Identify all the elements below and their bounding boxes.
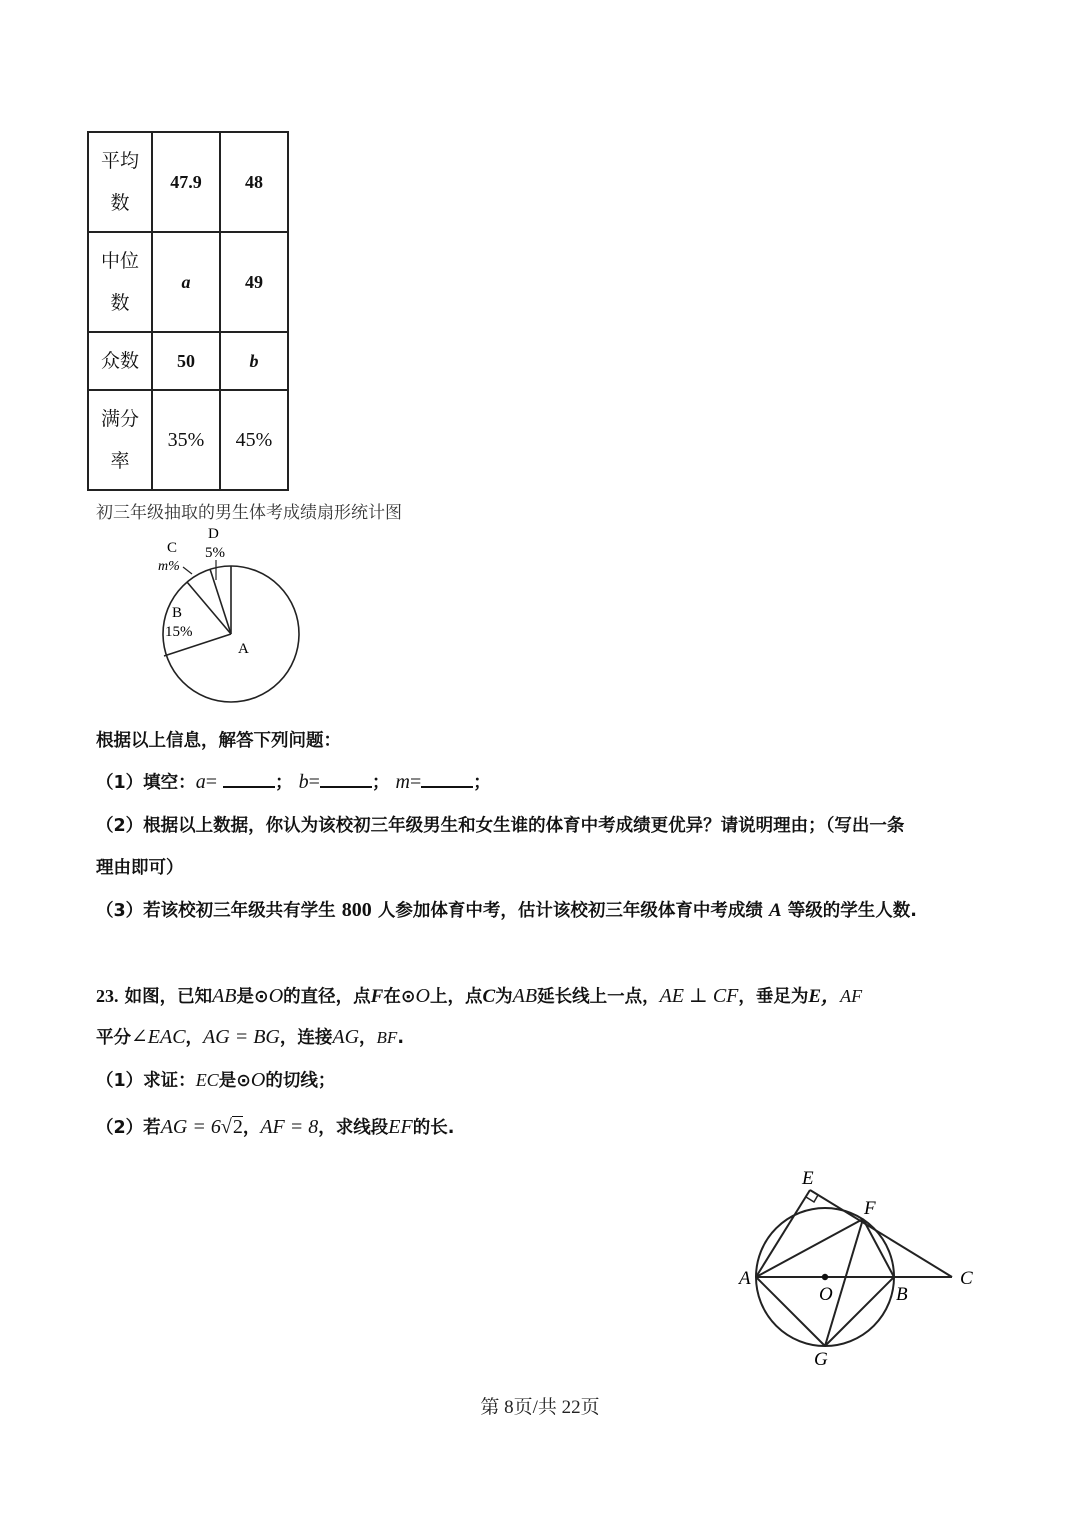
math-af-eq: AF = 8 — [260, 1116, 319, 1138]
pie-label-pointer — [183, 567, 192, 574]
q3-text: 等级的学生人数. — [787, 901, 917, 921]
pie-label-b: B — [172, 605, 183, 621]
q1-var-b: b — [298, 771, 309, 793]
answer-blank[interactable] — [320, 770, 372, 788]
text-run: 是⊙ — [218, 1071, 251, 1091]
pie-label-c-pct: m% — [158, 559, 180, 574]
text-run: ， — [359, 1028, 377, 1048]
text-run: ，连接 — [279, 1028, 333, 1048]
question-2-line-1: （2）根据以上数据，你认为该校初三年级男生和女生谁的体育中考成绩更优异？请说明理由；（写出一条 — [96, 816, 905, 836]
math-f: F — [370, 986, 384, 1007]
math-bf: BF — [376, 1028, 398, 1047]
table-row — [88, 390, 288, 490]
row-label-line: 平均 — [100, 150, 139, 172]
math-ab: AB — [512, 985, 538, 1007]
text-run: 的长. — [412, 1118, 455, 1138]
math-ec: EC — [195, 1070, 219, 1090]
pie-label-a: A — [238, 641, 249, 657]
pie-slice-line — [210, 569, 231, 634]
row-label-line: 中位 — [100, 250, 139, 272]
row-label-full-score-rate — [88, 390, 152, 490]
table-cell: a — [152, 232, 220, 332]
geometry-figure — [730, 1160, 990, 1370]
answer-blank[interactable] — [223, 770, 275, 788]
text-run: （1）求证： — [96, 1071, 196, 1091]
text-run: 平分 — [96, 1028, 131, 1048]
table-row — [88, 132, 288, 232]
table-row — [88, 232, 288, 332]
math-e: E， — [808, 986, 841, 1007]
row-label-line: 率 — [110, 450, 130, 472]
separator: ； — [473, 773, 491, 793]
row-label-line: 满分 — [100, 408, 139, 430]
point-label-b: B — [896, 1284, 908, 1305]
text-run: 是⊙ — [236, 987, 269, 1007]
table-cell: 48 — [220, 132, 288, 232]
text-run: 的直径，点 — [283, 987, 371, 1007]
text-run: 上，点 — [429, 987, 483, 1007]
question-3 — [96, 897, 917, 922]
point-label-f: F — [864, 1198, 876, 1219]
text-run: 延长线上一点， — [537, 987, 660, 1007]
math-ab: AB — [212, 985, 237, 1007]
line-fb — [863, 1219, 894, 1277]
text-run: 在⊙ — [383, 987, 416, 1007]
point-label-o: O — [819, 1284, 833, 1305]
pie-label-c: C — [167, 540, 178, 556]
q1-prefix: （1）填空： — [96, 773, 196, 793]
question-2-line-2: 理由即可） — [96, 858, 184, 878]
separator: ； — [275, 773, 293, 793]
text-run: ， — [242, 1118, 261, 1138]
question-1 — [96, 769, 491, 794]
pie-label-b-pct: 15% — [165, 624, 193, 640]
center-point — [822, 1274, 828, 1280]
text-run: ，求线段 — [318, 1118, 389, 1138]
problem-number: 23. — [96, 986, 119, 1006]
text-run: ，垂足为 — [738, 987, 809, 1007]
sqrt-sign: √ — [220, 1116, 232, 1138]
math-af: AF — [840, 986, 863, 1006]
math-ag-bg: AG = BG — [203, 1026, 280, 1048]
point-label-e: E — [802, 1168, 814, 1189]
pie-label-d: D — [208, 526, 219, 542]
text-run: 如图，已知 — [124, 987, 213, 1007]
q1-var-a: a — [195, 771, 206, 793]
math-o: O — [268, 985, 284, 1007]
equals-sign: = — [308, 771, 320, 793]
math-ef: EF — [388, 1116, 413, 1138]
answer-blank[interactable] — [421, 770, 473, 788]
equals-sign: = — [205, 771, 217, 793]
table-cell: 35% — [152, 390, 220, 490]
text-run: . — [397, 1028, 404, 1048]
math-angle: ∠EAC — [131, 1026, 186, 1048]
row-label-mean — [88, 132, 152, 232]
math-o: O — [415, 985, 430, 1007]
q1-var-m: m — [395, 771, 410, 793]
problem-23-line-2 — [96, 1024, 404, 1049]
math-o: O — [250, 1069, 266, 1091]
pie-chart-caption: 初三年级抽取的男生体考成绩扇形统计图 — [96, 503, 402, 523]
table-cell: 45% — [220, 390, 288, 490]
row-label-line: 数 — [110, 292, 130, 314]
problem-23-part-2 — [96, 1114, 454, 1139]
q3-text: 人参加体育中考，估计该校初三年级体育中考成绩 — [377, 901, 763, 921]
row-label-line: 数 — [110, 192, 130, 214]
questions-intro: 根据以上信息，解答下列问题： — [96, 731, 341, 751]
math-perp: AE ⊥ CF — [659, 985, 739, 1007]
math-ag: AG — [332, 1026, 360, 1048]
text-run: ， — [185, 1028, 204, 1048]
text-run: 为 — [495, 987, 513, 1007]
right-angle-mark — [806, 1195, 818, 1202]
line-ec — [810, 1190, 952, 1277]
text-run: 的切线； — [265, 1071, 336, 1091]
sqrt-argument: 2 — [232, 1116, 243, 1138]
problem-23-part-1 — [96, 1067, 335, 1092]
math-ag-eq: AG = 6 — [160, 1116, 221, 1138]
page-footer: 第 8页/共 22页 — [480, 1397, 600, 1418]
pie-label-d-pct: 5% — [205, 545, 225, 561]
row-label-median — [88, 232, 152, 332]
pie-slice-line — [187, 582, 231, 634]
table-cell: 49 — [220, 232, 288, 332]
stats-table — [87, 131, 289, 491]
equals-sign: = — [409, 771, 422, 793]
point-label-a: A — [739, 1268, 751, 1289]
line-af — [756, 1219, 863, 1277]
problem-23-line-1 — [96, 981, 862, 1008]
pie-chart — [150, 522, 320, 712]
q3-text: （3）若该校初三年级共有学生 — [96, 901, 336, 921]
table-cell: 47.9 — [152, 132, 220, 232]
row-label-mode: 众数 — [88, 332, 152, 390]
point-label-c: C — [960, 1268, 973, 1289]
q3-grade-a: A — [768, 900, 782, 921]
point-label-g: G — [814, 1349, 828, 1370]
q3-number: 800 — [341, 899, 372, 921]
line-ae — [756, 1190, 810, 1277]
table-row — [88, 332, 288, 390]
math-c: C — [482, 986, 496, 1007]
table-cell: b — [220, 332, 288, 390]
table-cell: 50 — [152, 332, 220, 390]
separator: ； — [371, 773, 390, 793]
text-run: （2）若 — [96, 1118, 161, 1138]
